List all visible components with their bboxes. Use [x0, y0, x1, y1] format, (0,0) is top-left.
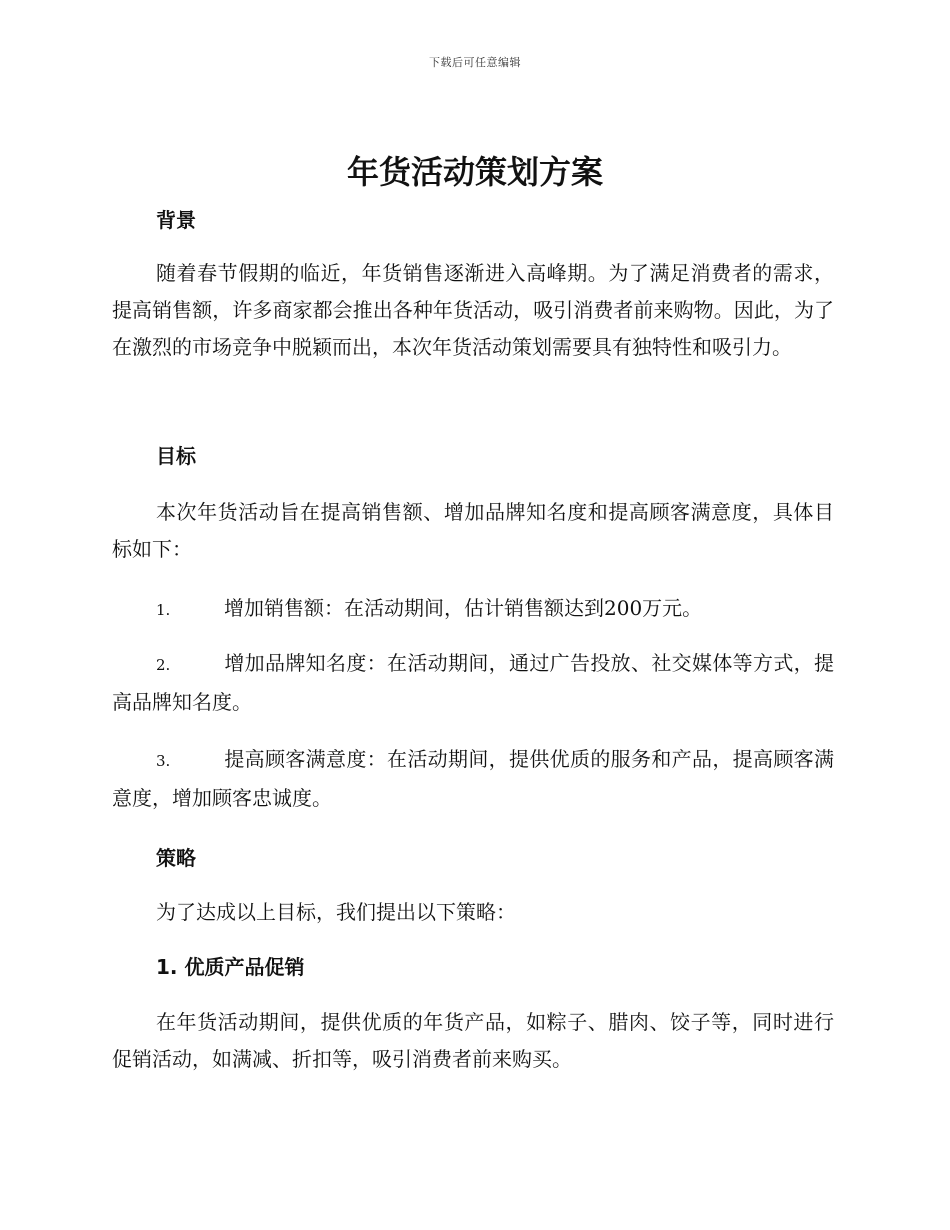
strategy-sub-paragraph: 在年货活动期间，提供优质的年货产品，如粽子、腊肉、饺子等，同时进行促销活动，如满减、折扣等，吸引消费者前来购买。 — [112, 1010, 834, 1071]
goals-intro-paragraph: 本次年货活动旨在提高销售额、增加品牌知名度和提高顾客满意度，具体目标如下： — [112, 500, 834, 561]
goal-item-number: 3. — [156, 752, 171, 770]
goal-item-text: 提高顾客满意度：在活动期间，提供优质的服务和产品，提高顾客满意度，增加顾客忠诚度。 — [112, 747, 834, 810]
goal-item-text: 增加品牌知名度：在活动期间，通过广告投放、社交媒体等方式，提高品牌知名度。 — [112, 651, 834, 714]
header-note: 下载后可任意编辑 — [429, 56, 521, 69]
strategy-sub-heading: 1. 优质产品促销 — [156, 955, 305, 979]
section-heading-strategy: 策略 — [156, 846, 196, 870]
goal-item-text: 增加销售额：在活动期间，估计销售额达到200万元。 — [224, 596, 703, 620]
section-strategy-intro — [112, 894, 834, 931]
section-strategy-sub-body — [112, 1004, 834, 1078]
section-goals-intro — [112, 494, 834, 568]
section-strategy — [112, 843, 834, 873]
background-paragraph: 随着春节假期的临近，年货销售逐渐进入高峰期。为了满足消费者的需求，提高销售额，许多商家都会推出各种年货活动，吸引消费者前来购物。因此，为了在激烈的市场竞争中脱颖而出，本次年货活动策划需要具有独特性和吸引力。 — [112, 261, 834, 359]
section-heading-goals: 目标 — [156, 444, 196, 468]
section-strategy-sub — [112, 952, 834, 982]
goal-item-number: 1. — [156, 601, 171, 619]
section-background — [112, 205, 834, 235]
section-background-body — [112, 255, 834, 366]
section-goals — [112, 441, 834, 471]
section-heading-background: 背景 — [156, 208, 196, 232]
document-title: 年货活动策划方案 — [346, 153, 603, 191]
goal-item-number: 2. — [156, 656, 171, 674]
strategy-intro-paragraph: 为了达成以上目标，我们提出以下策略： — [156, 900, 516, 924]
goal-item-3 — [112, 741, 834, 817]
goal-item-1 — [112, 590, 834, 629]
goal-item-2 — [112, 645, 834, 721]
